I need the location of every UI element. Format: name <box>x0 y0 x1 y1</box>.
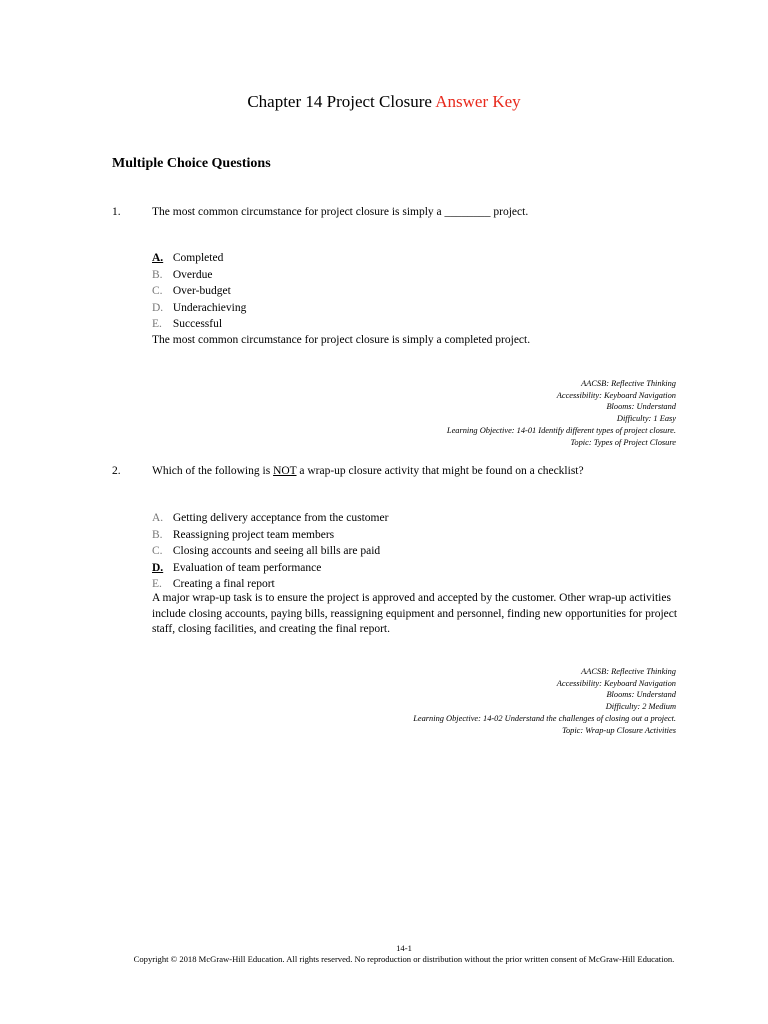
option-letter: D. <box>152 301 164 314</box>
option-c <box>152 283 692 300</box>
option-text: Overdue <box>172 268 213 281</box>
answer-options <box>152 250 692 333</box>
option-b <box>152 527 692 544</box>
option-letter: D. <box>152 561 164 574</box>
question-text: The most common circumstance for project closure is simply a ________ project. <box>152 206 529 218</box>
option-letter: B. <box>152 528 163 541</box>
question-text-start: Which of the following is <box>152 465 274 477</box>
meta-topic: Topic: Wrap-up Closure Activities <box>562 725 676 735</box>
option-d <box>152 560 692 577</box>
option-text: Getting delivery acceptance from the customer <box>172 512 389 524</box>
option-letter: E. <box>152 318 162 330</box>
section-heading: Multiple Choice Questions <box>112 156 271 171</box>
question-2-metadata <box>276 666 676 736</box>
option-a <box>152 510 692 527</box>
option-c <box>152 543 692 560</box>
meta-aacsb: AACSB: Reflective Thinking <box>581 379 676 388</box>
meta-accessibility: Accessibility: Keyboard Navigation <box>556 390 676 400</box>
question-emphasis: NOT <box>273 465 297 477</box>
question-text <box>152 464 682 479</box>
meta-accessibility: Accessibility: Keyboard Navigation <box>556 678 676 688</box>
option-e <box>152 316 692 333</box>
option-b <box>152 267 692 284</box>
answer-explanation: A major wrap-up task is to ensure the project is approved and accepted by the customer. Other wrap-up activities include closing accounts, paying bills, reassigning equipment and personnel, finding new opportunities for project staff, closing facilities, and creating the final report. <box>152 592 678 636</box>
option-letter: C. <box>152 285 163 297</box>
question-number: 1. <box>112 206 121 218</box>
option-text: Completed <box>172 252 224 264</box>
meta-learning-objective: Learning Objective: 14-02 Understand the challenges of closing out a project. <box>413 713 676 723</box>
option-text: Evaluation of team performance <box>172 561 322 574</box>
question-1-metadata <box>276 378 676 448</box>
question-2 <box>112 464 692 644</box>
page-number: 14-1 <box>396 943 412 953</box>
meta-learning-objective: Learning Objective: 14-01 Identify different types of project closure. <box>446 425 676 435</box>
option-text: Reassigning project team members <box>172 528 335 541</box>
option-letter: A. <box>152 512 164 524</box>
option-letter: E. <box>152 578 162 590</box>
meta-blooms: Blooms: Understand <box>606 690 676 700</box>
meta-topic: Topic: Types of Project Closure <box>570 437 676 447</box>
meta-aacsb: AACSB: Reflective Thinking <box>581 667 676 676</box>
answer-explanation: The most common circumstance for project closure is simply a completed project. <box>152 334 531 346</box>
question-number: 2. <box>112 465 121 477</box>
title-answer-key: Answer Key <box>435 92 521 111</box>
page-footer <box>120 943 688 964</box>
meta-blooms: Blooms: Understand <box>606 402 676 412</box>
meta-difficulty: Difficulty: 2 Medium <box>605 702 676 712</box>
option-text: Closing accounts and seeing all bills are paid <box>172 545 381 557</box>
meta-difficulty: Difficulty: 1 Easy <box>616 414 676 424</box>
question-text-end: a wrap-up closure activity that might be found on a checklist? <box>296 465 584 477</box>
copyright-notice: Copyright © 2018 McGraw-Hill Education. All rights reserved. No reproduction or distribution without the prior written consent of McGraw-Hill Education. <box>133 953 675 964</box>
page-title <box>0 92 768 112</box>
option-text: Creating a final report <box>172 578 275 590</box>
option-letter: B. <box>152 268 163 281</box>
option-a <box>152 250 692 267</box>
option-letter: A. <box>152 252 164 264</box>
option-letter: C. <box>152 545 163 557</box>
option-text: Successful <box>172 318 223 330</box>
option-d <box>152 300 692 317</box>
title-main: Chapter 14 Project Closure <box>247 92 432 111</box>
option-text: Underachieving <box>172 301 247 314</box>
option-text: Over-budget <box>172 285 231 297</box>
answer-options <box>152 510 692 593</box>
